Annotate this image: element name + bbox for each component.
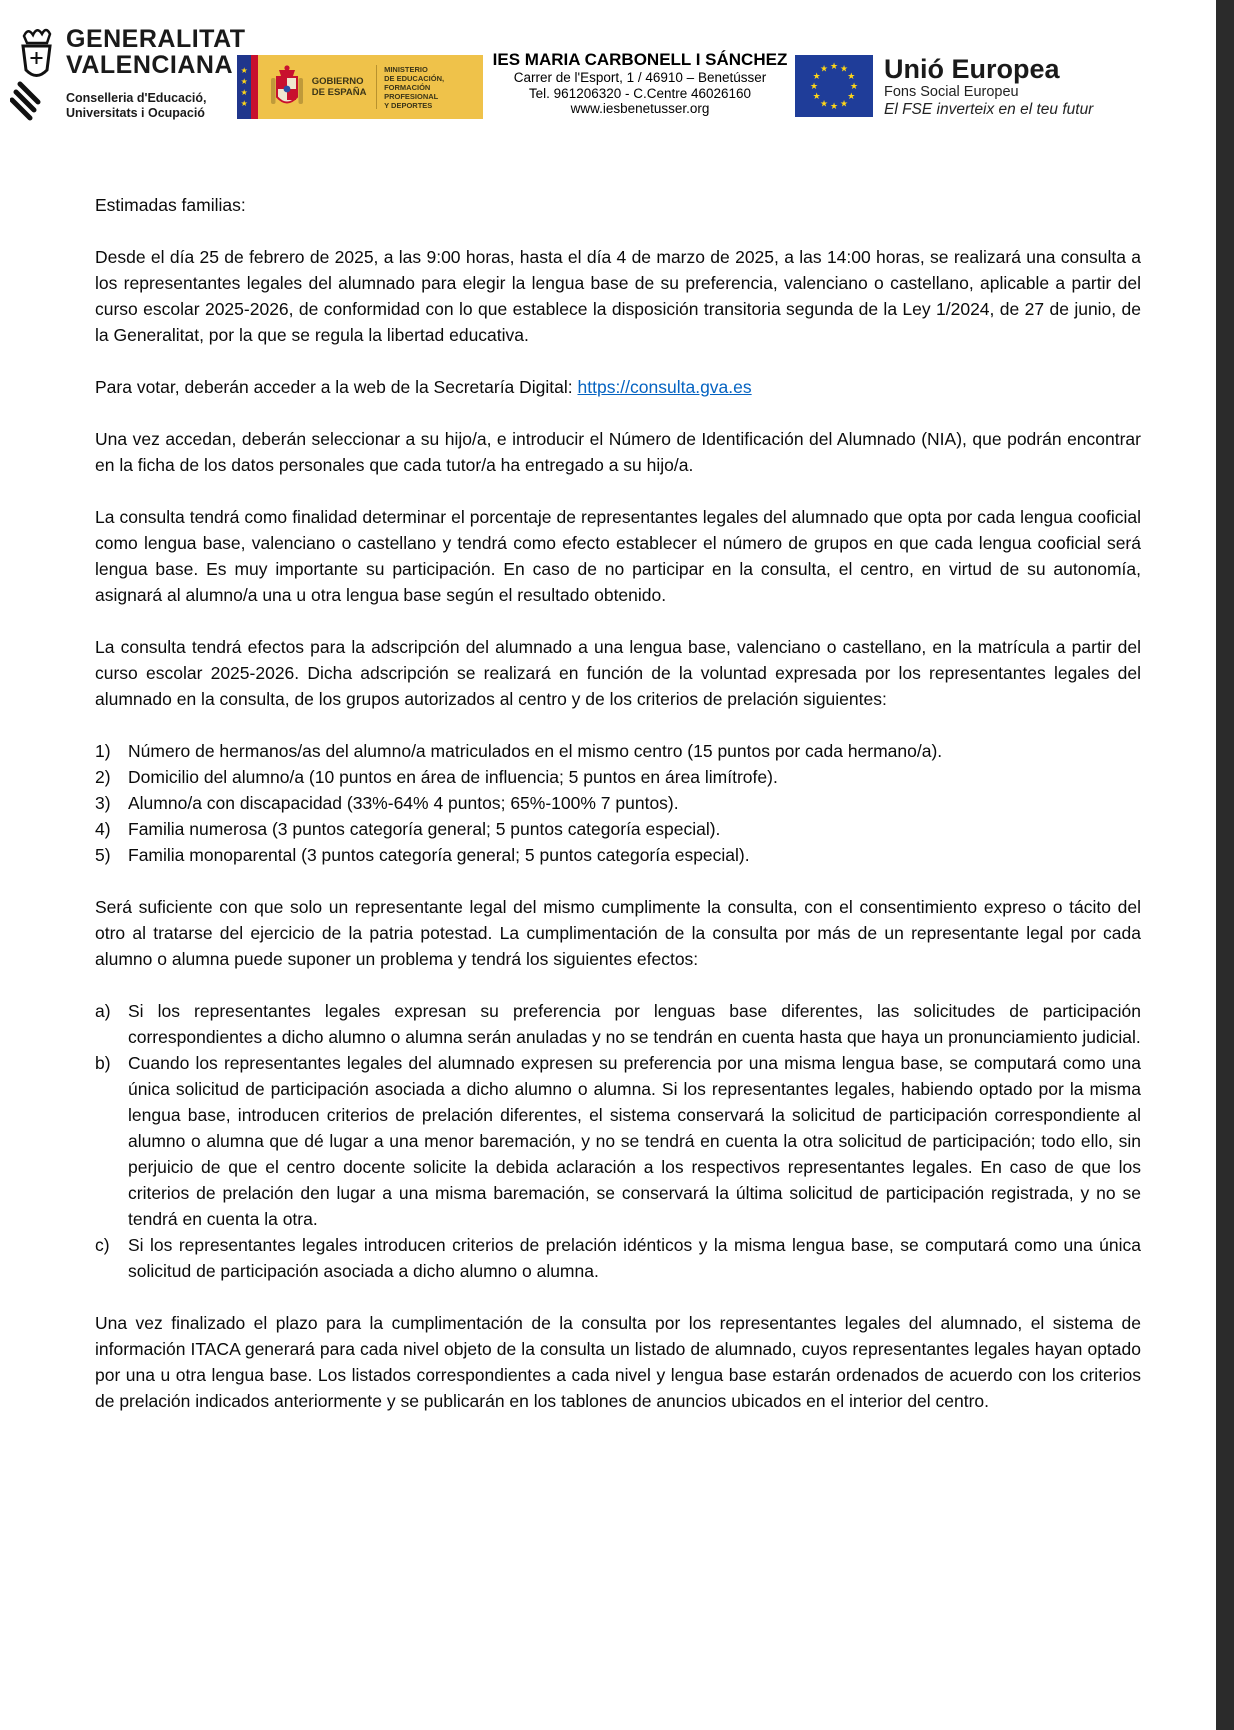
list-text: Familia monoparental (3 puntos categoría general; 5 puntos categoría especial). xyxy=(128,845,750,865)
list-item xyxy=(95,998,1141,1050)
list-text: Cuando los representantes legales del alumnado expresen su preferencia por una misma lengua base, se computará como una única solicitud de participación asociada a dicho alumno o alumna. Si los representantes legales, habiendo optado por la misma lengua base, introducen criterios de prelación diferentes, el sistema conservará la solicitud de participación correspondiente al alumno o alumna que dé lugar a una menor baremación, y no se tendrá en cuenta la otra solicitud de participación; todo ello, sin perjuicio de que el centro docente solicite la debida aclaración a los respectivos representantes legales. En caso de que los criterios de prelación den lugar a una misma baremación, se conservará la última solicitud de participación registrada, y no se tendrá en cuenta la otra. xyxy=(128,1053,1141,1229)
svg-text:★: ★ xyxy=(829,102,839,112)
svg-text:★: ★ xyxy=(819,64,829,75)
page-edge-bar xyxy=(1216,0,1234,1730)
list-marker: b) xyxy=(95,1053,111,1073)
list-marker: c) xyxy=(95,1235,110,1255)
spain-flag-band xyxy=(251,55,257,119)
list-text: Familia numerosa (3 puntos categoría general; 5 puntos categoría especial). xyxy=(128,819,721,839)
paragraph-suficiente: Será suficiente con que solo un representante legal del mismo cumplimente la consulta, con el consentimiento expreso o tácito del otro al tratarse del ejercicio de la patria potestad. La cumplimentación de la consulta por más de un representante legal por cada alumno o alumna puede suponer un problema y tendrá los siguientes efectos: xyxy=(95,897,1141,969)
paragraph-efectos: La consulta tendrá efectos para la adscripción del alumnado a una lengua base, valenciano o castellano, en la matrícula a partir del curso escolar 2025-2026. Dicha adscripción se realizará en función de la voluntad expresada por los representantes legales del alumnado en la consulta, de los grupos autorizados al centro y de los criterios de prelación siguientes: xyxy=(95,637,1141,709)
eu-flag-icon xyxy=(795,55,873,117)
eu-stars-band: ★ ★ ★ ★ xyxy=(237,55,251,119)
list-marker: a) xyxy=(95,1001,111,1021)
paragraph-finalidad: La consulta tendrá como finalidad determinar el porcentaje de representantes legales del alumnado que opta por cada lengua cooficial como lengua base, valenciano o castellano y tendrá como efecto establecer el número de grupos en que cada lengua cooficial será lengua base. Es muy importante su participación. En caso de no participar en la consulta, el centro, en virtud de su autonomía, asignará al alumno/a una u otra lengua base según el resultado obtenido. xyxy=(95,507,1141,605)
list-item xyxy=(95,816,1141,842)
school-phone: Tel. 961206320 - C.Centre 46026160 xyxy=(528,85,752,101)
svg-text:★: ★ xyxy=(847,72,856,82)
school-header xyxy=(465,50,815,117)
list-item xyxy=(95,842,1141,868)
unio-europea-logo xyxy=(795,55,1093,119)
svg-text:★: ★ xyxy=(812,72,821,82)
list-text: Si los representantes legales introducen criterios de prelación idénticos y la misma lengua base, se computará como una única solicitud de participación asociada a dicho alumno o alumna. xyxy=(128,1235,1141,1281)
svg-text:★: ★ xyxy=(847,92,856,102)
list-text: Domicilio del alumno/a (10 puntos en área de influencia; 5 puntos en área limítrofe). xyxy=(128,767,778,787)
generalitat-emblem-icon xyxy=(10,26,60,128)
paragraph-consulta-fechas: Desde el día 25 de febrero de 2025, a las 9:00 horas, hasta el día 4 de marzo de 2025, a las 14:00 horas, se realizará una consulta a los representantes legales del alumnado para elegir la lengua base de su preferencia, valenciano o castellano, aplicable a partir del curso escolar 2025-2026, de conformidad con lo que establece la disposición transitoria segunda de la Ley 1/2024, de 27 de junio, de la Generalitat, por la que se regula la libertad educativa. xyxy=(95,247,1141,345)
generalitat-valenciana-logo xyxy=(10,26,246,128)
svg-text:★: ★ xyxy=(839,64,849,75)
school-address: Carrer de l'Esport, 1 / 46910 – Benetússer xyxy=(513,70,767,85)
gobierno-label: GOBIERNO DE ESPAÑA xyxy=(311,76,367,98)
banner-divider xyxy=(376,65,377,109)
svg-text:★: ★ xyxy=(829,62,839,72)
list-marker: 2) xyxy=(95,767,111,787)
paragraph-votar xyxy=(95,374,1141,400)
consulta-gva-link[interactable]: https://consulta.gva.es xyxy=(577,377,752,397)
list-marker: 4) xyxy=(95,819,111,839)
gobierno-espana-logo xyxy=(237,55,483,119)
list-marker: 5) xyxy=(95,845,111,865)
list-marker: 3) xyxy=(95,793,111,813)
eu-title: Unió Europea xyxy=(884,54,1060,84)
school-website: www.iesbenetusser.org xyxy=(570,101,710,116)
letterhead xyxy=(0,0,1234,140)
generalitat-name: GENERALITAT VALENCIANA xyxy=(66,25,246,79)
svg-text:★: ★ xyxy=(849,82,859,92)
eu-tagline: El FSE inverteix en el teu futur xyxy=(884,101,1094,118)
list-item xyxy=(95,1050,1141,1232)
effects-list xyxy=(95,998,1141,1284)
svg-text:★: ★ xyxy=(812,92,821,102)
school-name: IES MARIA CARBONELL I SÁNCHEZ xyxy=(492,50,788,69)
svg-text:★: ★ xyxy=(809,82,819,92)
list-item xyxy=(95,764,1141,790)
list-item xyxy=(95,738,1141,764)
letter-body xyxy=(95,192,1141,1414)
criteria-list xyxy=(95,738,1141,868)
paragraph-nia: Una vez accedan, deberán seleccionar a su hijo/a, e introducir el Número de Identificación del Alumnado (NIA), que podrán encontrar en la ficha de los datos personales que cada tutor/a ha entregado a su hijo/a. xyxy=(95,429,1141,475)
spain-coat-of-arms-icon xyxy=(270,64,304,110)
svg-text:★: ★ xyxy=(839,99,849,110)
votar-text: Para votar, deberán acceder a la web de la Secretaría Digital: xyxy=(95,377,578,397)
paragraph-itaca: Una vez finalizado el plazo para la cumplimentación de la consulta por los representantes legales del alumnado, el sistema de información ITACA generará para cada nivel objeto de la consulta un listado de alumnado, cuyos representantes legales hayan optado por una u otra lengua base. Los listados correspondientes a cada nivel y lengua base estarán ordenados de acuerdo con los criterios de prelación indicados anteriormente y se publicarán en los tablones de anuncios ubicados en el interior del centro. xyxy=(95,1313,1141,1411)
list-marker: 1) xyxy=(95,741,111,761)
list-item xyxy=(95,1232,1141,1284)
ministerio-label: MINISTERIO DE EDUCACIÓN, FORMACIÓN PROFESIONAL Y DEPORTES xyxy=(384,64,445,110)
list-text: Número de hermanos/as del alumno/a matriculados en el mismo centro (15 puntos por cada hermano/a). xyxy=(128,741,943,761)
conselleria-label: Conselleria d'Educació, Universitats i Ocupació xyxy=(66,90,207,120)
list-item xyxy=(95,790,1141,816)
eu-subtitle: Fons Social Europeu xyxy=(884,84,1019,100)
svg-text:★: ★ xyxy=(819,99,829,110)
salutation: Estimadas familias: xyxy=(95,195,246,215)
list-text: Alumno/a con discapacidad (33%-64% 4 puntos; 65%-100% 7 puntos). xyxy=(128,793,679,813)
list-text: Si los representantes legales expresan su preferencia por lenguas base diferentes, las solicitudes de participación correspondientes a dicho alumno o alumna serán anuladas y no se tendrán en cuenta hasta que haya un pronunciamiento judicial. xyxy=(128,1001,1141,1047)
